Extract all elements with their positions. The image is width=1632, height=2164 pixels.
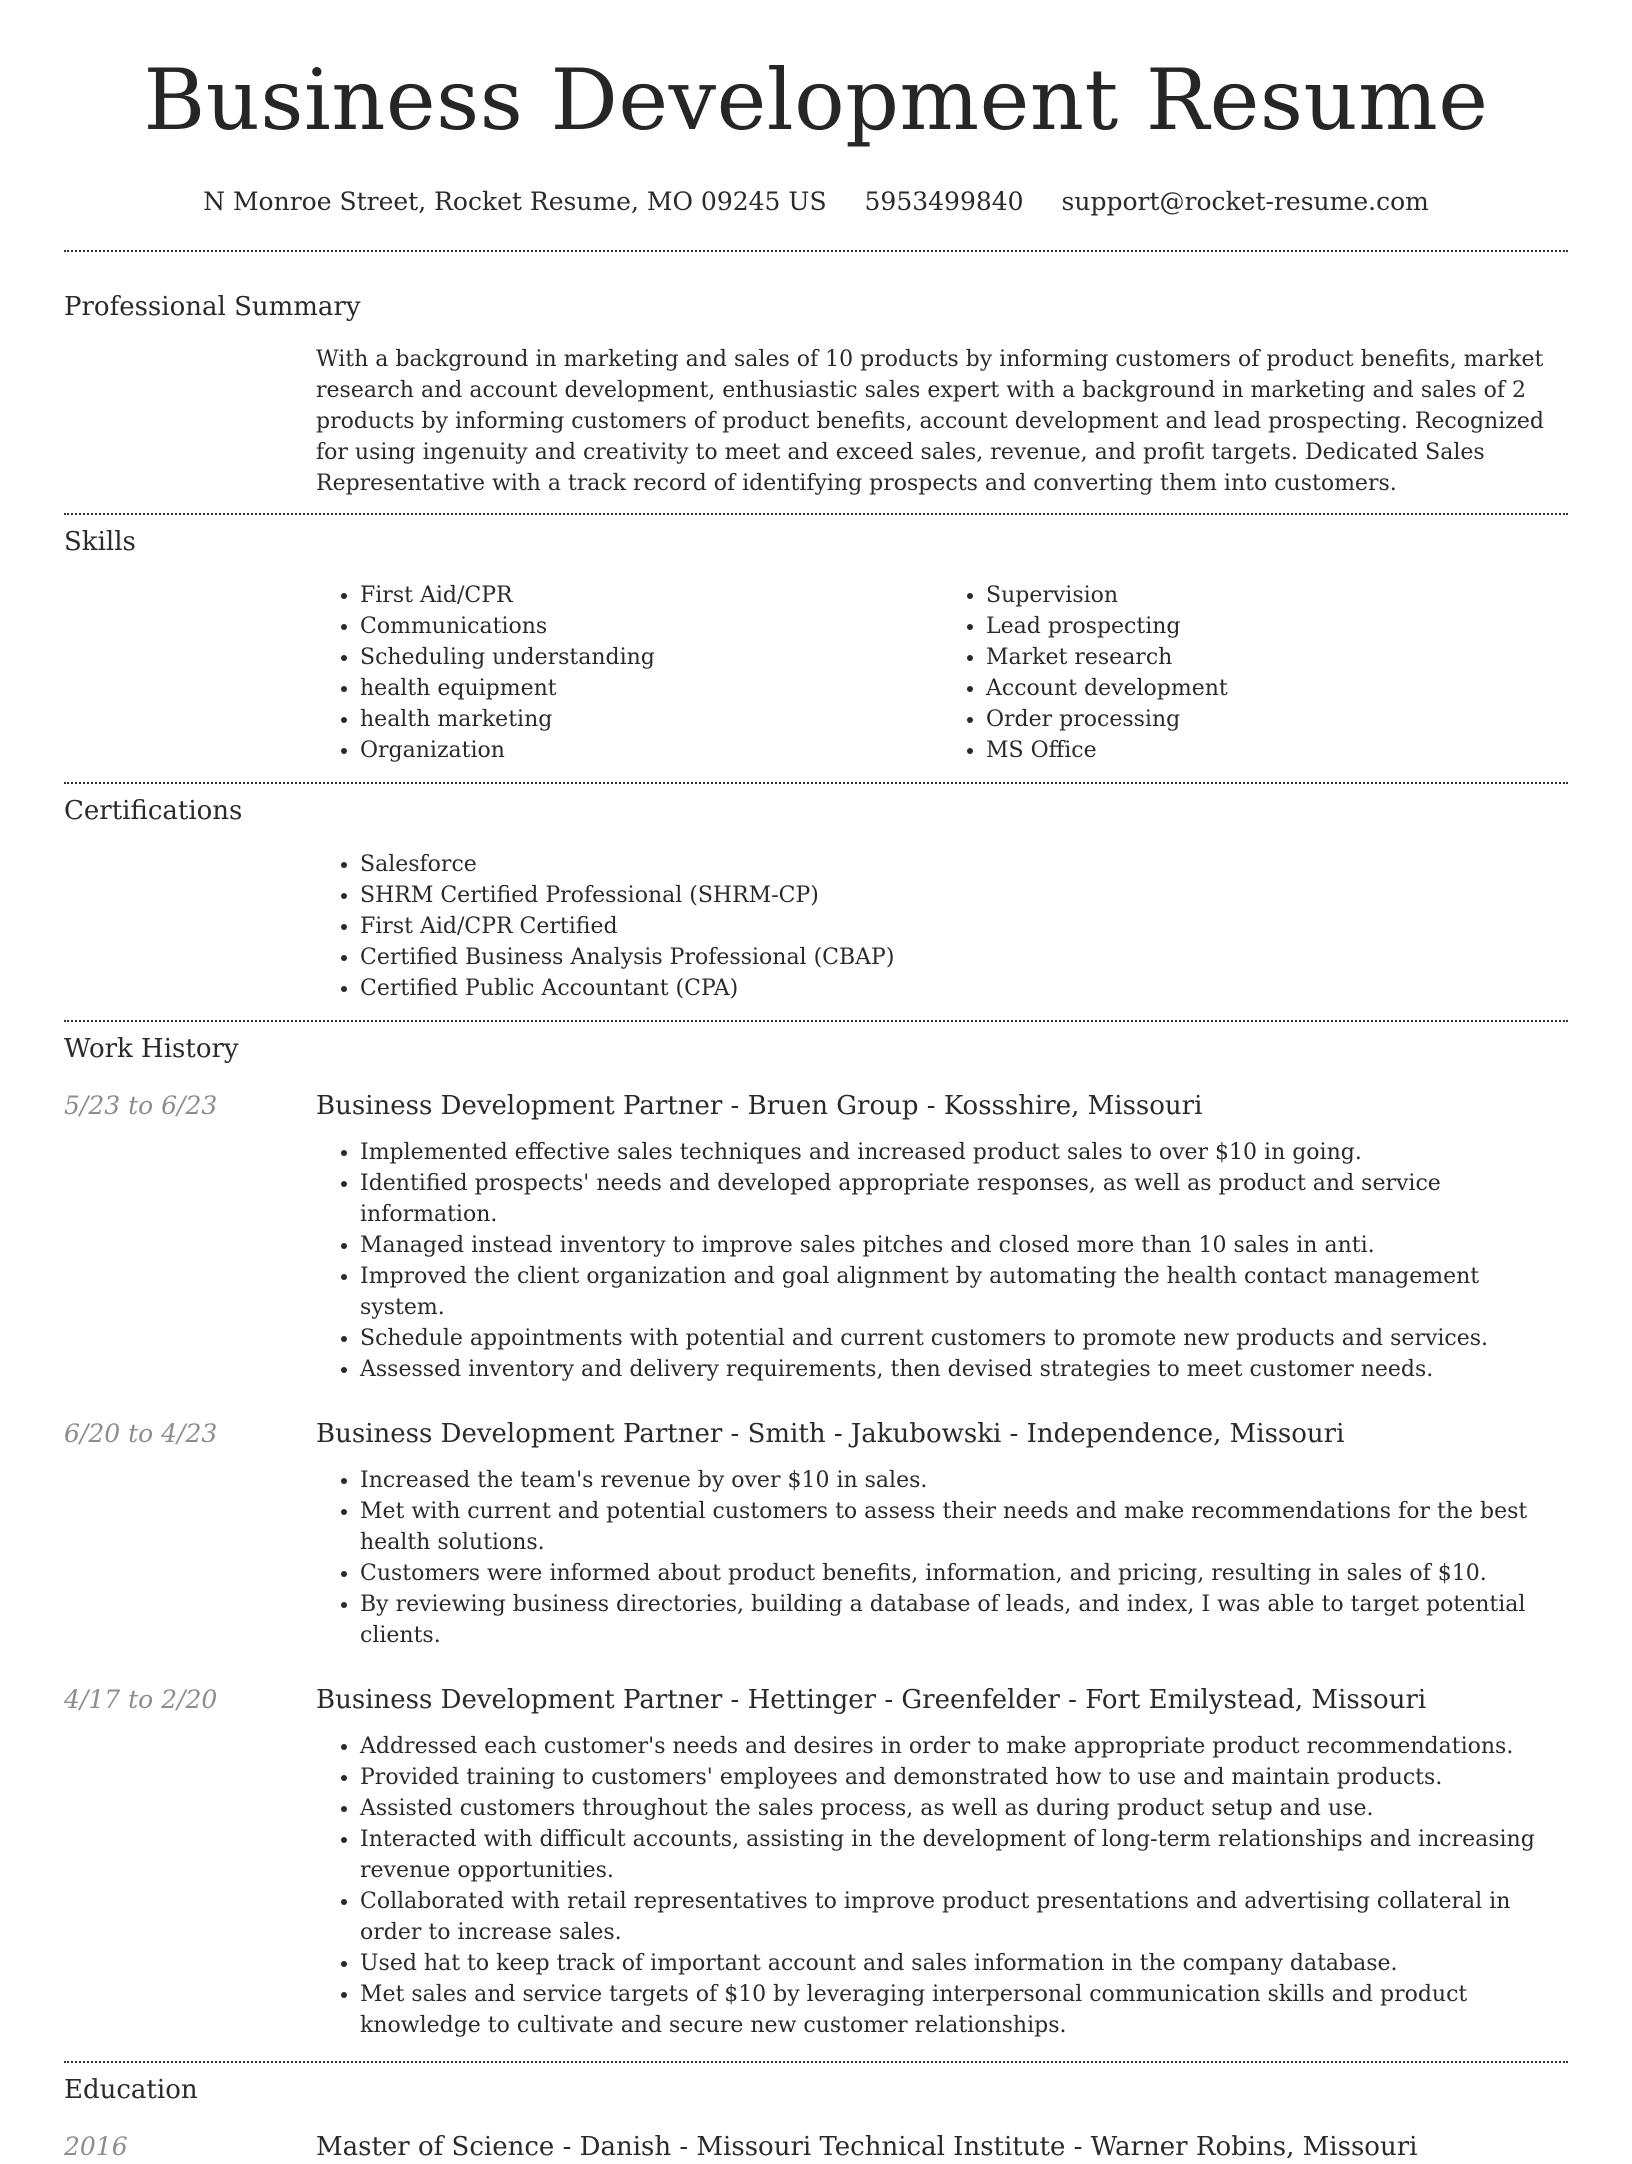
job-bullet: • Addressed each customer's needs and desires in order to make appropriate product recommendations.	[360, 1731, 1568, 1762]
certifications-heading: Certifications	[64, 796, 243, 826]
skill-item: • Supervision	[986, 580, 1568, 611]
job-bullet: • Provided training to customers' employees and demonstrated how to use and maintain products.	[360, 1762, 1568, 1793]
job-body	[316, 1089, 1568, 1385]
summary-section	[64, 252, 1568, 513]
skill-item: • Account development	[986, 673, 1568, 704]
job-title: Business Development Partner - Hettinger - Greenfelder - Fort Emilystead, Missouri	[316, 1685, 1427, 1715]
job-entry	[64, 1089, 1568, 1385]
certifications-list	[316, 849, 1568, 1004]
job-bullet: • Met with current and potential customers to assess their needs and make recommendations for the best health solutions.	[360, 1496, 1568, 1558]
skills-list-left	[316, 580, 942, 766]
job-bullet: • Managed instead inventory to improve sales pitches and closed more than 10 sales in anti.	[360, 1230, 1568, 1261]
job-bullet: • Assisted customers throughout the sales process, as well as during product setup and use.	[360, 1793, 1568, 1824]
education-body	[316, 2130, 1568, 2164]
job-bullet: • Met sales and service targets of $10 by leveraging interpersonal communication skills and product knowledge to cultivate and secure new customer relationships.	[360, 1979, 1568, 2041]
job-entry	[64, 1417, 1568, 1651]
job-bullet: • Used hat to keep track of important account and sales information in the company database.	[360, 1948, 1568, 1979]
resume-title: Business Development Resume	[143, 51, 1489, 149]
skill-item: • Order processing	[986, 704, 1568, 735]
skill-item: • Market research	[986, 642, 1568, 673]
certification-item: • Salesforce	[360, 849, 1568, 880]
job-bullets	[316, 1465, 1568, 1651]
skill-item: • health marketing	[360, 704, 942, 735]
education-entry	[64, 2130, 1568, 2164]
education-section	[64, 2063, 1568, 2164]
contact-phone: 5953499840	[864, 187, 1024, 216]
job-bullet: • Interacted with difficult accounts, assisting in the development of long-term relationships and increasing revenue opportunities.	[360, 1824, 1568, 1886]
skill-item: • Lead prospecting	[986, 611, 1568, 642]
job-date: 6/20 to 4/23	[64, 1419, 218, 1448]
job-bullets	[316, 1731, 1568, 2041]
job-body	[316, 1417, 1568, 1651]
skills-list-right	[942, 580, 1568, 766]
certification-item: • First Aid/CPR Certified	[360, 911, 1568, 942]
certification-item: • Certified Business Analysis Professional (CBAP)	[360, 942, 1568, 973]
education-date: 2016	[64, 2132, 128, 2161]
work-section	[64, 1022, 1568, 2061]
skills-heading: Skills	[64, 527, 136, 557]
skill-item: • Organization	[360, 735, 942, 766]
job-title: Business Development Partner - Bruen Group - Kossshire, Missouri	[316, 1091, 1203, 1121]
skills-columns	[316, 580, 1568, 766]
job-date: 5/23 to 6/23	[64, 1091, 218, 1120]
skills-section	[64, 515, 1568, 782]
job-bullet: • Implemented effective sales techniques and increased product sales to over $10 in going.	[360, 1137, 1568, 1168]
education-title: Master of Science - Danish - Missouri Technical Institute - Warner Robins, Missouri	[316, 2132, 1418, 2162]
job-date: 4/17 to 2/20	[64, 1685, 218, 1714]
job-bullet: • By reviewing business directories, building a database of leads, and index, I was able to target potential clients.	[360, 1589, 1568, 1651]
job-title: Business Development Partner - Smith - Jakubowski - Independence, Missouri	[316, 1419, 1345, 1449]
job-bullet: • Schedule appointments with potential and current customers to promote new products and services.	[360, 1323, 1568, 1354]
skill-item: • Communications	[360, 611, 942, 642]
job-bullet: • Improved the client organization and goal alignment by automating the health contact management system.	[360, 1261, 1568, 1323]
job-bullet: • Identified prospects' needs and developed appropriate responses, as well as product and service information.	[360, 1168, 1568, 1230]
contact-address: N Monroe Street, Rocket Resume, MO 09245 US	[203, 187, 827, 216]
skill-item: • health equipment	[360, 673, 942, 704]
work-heading: Work History	[64, 1034, 239, 1064]
skill-item: • First Aid/CPR	[360, 580, 942, 611]
job-entry	[64, 1683, 1568, 2041]
certifications-section	[64, 784, 1568, 1020]
skill-item: • Scheduling understanding	[360, 642, 942, 673]
certification-item: • SHRM Certified Professional (SHRM-CP)	[360, 880, 1568, 911]
skill-item: • MS Office	[986, 735, 1568, 766]
job-bullet: • Increased the team's revenue by over $10 in sales.	[360, 1465, 1568, 1496]
job-bullet: • Assessed inventory and delivery requirements, then devised strategies to meet customer needs.	[360, 1354, 1568, 1385]
summary-text: With a background in marketing and sales of 10 products by informing customers of product benefits, market research and account development, enthusiastic sales expert with a background in marketing and sales of 2 products by informing customers of product benefits, account development and lead prospecting. Recognized for using ingenuity and creativity to meet and exceed sales, revenue, and profit targets. Dedicated Sales Representative with a track record of identifying prospects and converting them into customers.	[316, 347, 1544, 496]
summary-heading: Professional Summary	[64, 292, 361, 322]
certification-item: • Certified Public Accountant (CPA)	[360, 973, 1568, 1004]
job-bullet: • Collaborated with retail representatives to improve product presentations and advertising collateral in order to increase sales.	[360, 1886, 1568, 1948]
job-bullet: • Customers were informed about product benefits, information, and pricing, resulting in sales of $10.	[360, 1558, 1568, 1589]
job-bullets	[316, 1137, 1568, 1385]
certifications-content	[316, 849, 1568, 1004]
job-body	[316, 1683, 1568, 2041]
contact-line	[64, 186, 1568, 218]
education-heading: Education	[64, 2075, 198, 2105]
contact-email: support@rocket-resume.com	[1061, 187, 1429, 216]
